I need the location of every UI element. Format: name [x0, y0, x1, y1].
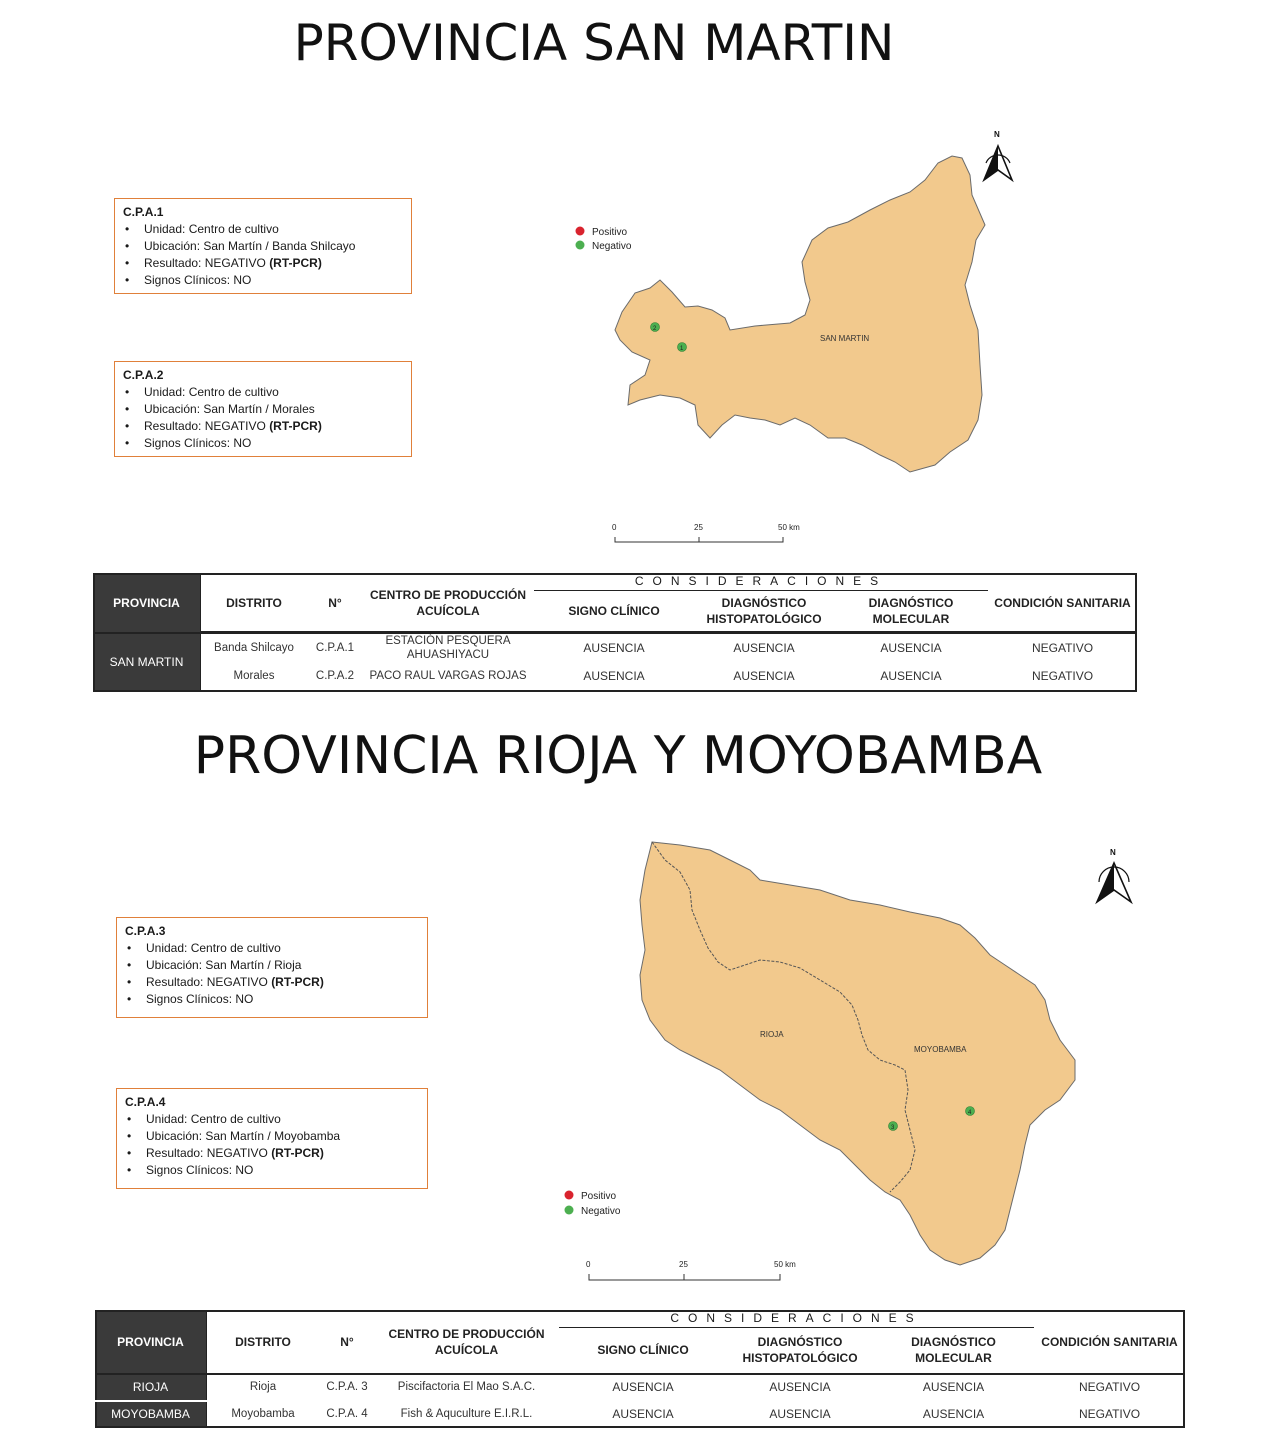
- header-numero: N°: [340, 1335, 354, 1349]
- table-row: [95, 1400, 1185, 1427]
- region-rioja-moyobamba: [640, 842, 1075, 1265]
- info-signos: • Signos Clínicos: NO: [125, 991, 419, 1008]
- header-provincia: PROVINCIA: [93, 574, 200, 632]
- cell-histo: AUSENCIA: [733, 669, 795, 683]
- north-arrow-icon: [984, 130, 1012, 180]
- legend-positive-dot: [565, 1191, 574, 1200]
- cell-centro: PACO RAUL VARGAS ROJAS: [369, 670, 527, 682]
- info-box-code: C.P.A.1: [123, 205, 164, 219]
- legend-rioja-moyobamba: [565, 1191, 621, 1218]
- cell-centro: Piscifactoria El Mao S.A.C.: [397, 1380, 536, 1393]
- cell-numero: C.P.A. 3: [326, 1380, 368, 1393]
- cell-numero: C.P.A.2: [315, 670, 355, 682]
- scale-bar: [612, 523, 800, 542]
- cell-distrito: Moyobamba: [231, 1407, 295, 1420]
- cell-provincia: MOYOBAMBA: [95, 1400, 206, 1427]
- cell-distrito: Morales: [233, 670, 275, 682]
- section-title-rioja-moyobamba: PROVINCIA RIOJA Y MOYOBAMBA: [193, 726, 1043, 786]
- scale-tick-0: 0: [612, 523, 617, 532]
- legend-positive-label: Positivo: [581, 1191, 617, 1202]
- map-san-martin: [0, 0, 1276, 560]
- info-resultado: • Resultado: NEGATIVO (RT-PCR): [125, 974, 419, 991]
- table-row: [93, 632, 1137, 662]
- info-signos: • Signos Clínicos: NO: [125, 1162, 419, 1179]
- info-resultado: • Resultado: NEGATIVO (RT-PCR): [123, 255, 403, 272]
- region-label-san-martin: SAN MARTIN: [820, 334, 870, 343]
- header-distrito: DISTRITO: [226, 595, 282, 610]
- info-unidad: • Unidad: Centro de cultivo: [123, 384, 403, 401]
- north-arrow-icon: [1097, 848, 1131, 902]
- cell-molecular: AUSENCIA: [880, 669, 942, 683]
- scale-tick-50: 50 km: [778, 523, 800, 532]
- info-box-code: C.P.A.2: [123, 368, 164, 382]
- cell-provincia: SAN MARTIN: [93, 632, 200, 690]
- info-unidad: • Unidad: Centro de cultivo: [125, 940, 419, 957]
- info-box-code: C.P.A.3: [125, 924, 166, 938]
- marker-label-4: 4: [968, 1110, 972, 1116]
- section-title-san-martin: PROVINCIA SAN MARTIN: [293, 14, 895, 72]
- consideraciones-group: [559, 1311, 1034, 1373]
- results-table-rioja-moyobamba: [95, 1311, 1185, 1427]
- cell-distrito: Rioja: [249, 1380, 277, 1393]
- scale-tick-25: 25: [679, 1260, 688, 1269]
- scale-bar: [586, 1260, 796, 1280]
- info-ubicacion: • Ubicación: San Martín / Moyobamba: [125, 1128, 419, 1145]
- info-box-code: C.P.A.4: [125, 1095, 166, 1109]
- header-histo: DIAGNÓSTICO HISTOPATOLÓGICO: [742, 1335, 858, 1365]
- header-condicion: CONDICIÓN SANITARIA: [994, 595, 1131, 610]
- header-consideraciones: CONSIDERACIONES: [534, 574, 988, 591]
- header-consideraciones: CONSIDERACIONES: [559, 1311, 1034, 1328]
- header-signo: SIGNO CLÍNICO: [568, 604, 660, 618]
- cell-signo: AUSENCIA: [612, 1406, 674, 1421]
- info-ubicacion: • Ubicación: San Martín / Morales: [123, 401, 403, 418]
- cell-histo: AUSENCIA: [769, 1406, 831, 1421]
- table-divider: [95, 1373, 1185, 1375]
- header-provincia: PROVINCIA: [95, 1311, 206, 1373]
- legend-positive-dot: [576, 227, 585, 236]
- header-signo: SIGNO CLÍNICO: [597, 1343, 689, 1357]
- header-condicion: CONDICIÓN SANITARIA: [1041, 1335, 1178, 1349]
- legend-positive-label: Positivo: [592, 227, 628, 238]
- cell-signo: AUSENCIA: [583, 640, 645, 655]
- cell-distrito: Banda Shilcayo: [214, 641, 294, 654]
- table-row: [93, 662, 1137, 690]
- cell-condicion: NEGATIVO: [1078, 1379, 1141, 1394]
- cell-condicion: NEGATIVO: [1078, 1406, 1141, 1421]
- marker-label-1: 1: [680, 346, 684, 352]
- region-label-moyobamba: MOYOBAMBA: [914, 1045, 967, 1054]
- info-signos: • Signos Clínicos: NO: [123, 435, 403, 452]
- info-ubicacion: • Ubicación: San Martín / Rioja: [125, 957, 419, 974]
- cell-centro: Fish & Aquculture E.I.R.L.: [400, 1407, 533, 1420]
- header-centro: CENTRO DE PRODUCCIÓN ACUÍCOLA: [388, 1327, 545, 1357]
- table-divider: [95, 1400, 207, 1402]
- region-label-rioja: RIOJA: [760, 1030, 784, 1039]
- cell-numero: C.P.A.1: [315, 641, 355, 654]
- info-resultado: • Resultado: NEGATIVO (RT-PCR): [125, 1145, 419, 1162]
- header-molecular: DIAGNÓSTICO MOLECULAR: [911, 1335, 996, 1365]
- scale-tick-50: 50 km: [774, 1260, 796, 1269]
- marker-label-2: 2: [653, 326, 657, 332]
- info-unidad: • Unidad: Centro de cultivo: [123, 221, 403, 238]
- region-san-martin: [615, 156, 985, 472]
- info-signos: • Signos Clínicos: NO: [123, 272, 403, 289]
- header-centro: CENTRO DE PRODUCCIÓN ACUÍCOLA: [369, 587, 526, 618]
- cell-signo: AUSENCIA: [612, 1379, 674, 1394]
- marker-label-3: 3: [891, 1125, 895, 1131]
- info-resultado: • Resultado: NEGATIVO (RT-PCR): [123, 418, 403, 435]
- cell-histo: AUSENCIA: [733, 640, 795, 655]
- cell-numero: C.P.A. 4: [326, 1407, 368, 1420]
- legend-negative-label: Negativo: [581, 1206, 621, 1217]
- cell-histo: AUSENCIA: [769, 1379, 831, 1394]
- consideraciones-group: [534, 574, 988, 632]
- header-numero: N°: [328, 595, 342, 610]
- cell-molecular: AUSENCIA: [880, 640, 942, 655]
- table-row: [95, 1373, 1185, 1400]
- cell-provincia: RIOJA: [95, 1373, 206, 1400]
- cell-molecular: AUSENCIA: [922, 1406, 985, 1421]
- cell-condicion: NEGATIVO: [1031, 669, 1094, 683]
- scale-tick-25: 25: [694, 523, 703, 532]
- scale-tick-0: 0: [586, 1260, 591, 1269]
- table-divider: [206, 1310, 207, 1428]
- info-unidad: • Unidad: Centro de cultivo: [125, 1111, 419, 1128]
- header-histo: DIAGNÓSTICO HISTOPATOLÓGICO: [706, 596, 822, 626]
- legend-negative-dot: [576, 241, 585, 250]
- cell-signo: AUSENCIA: [583, 669, 645, 683]
- header-distrito: DISTRITO: [235, 1335, 291, 1349]
- info-ubicacion: • Ubicación: San Martín / Banda Shilcayo: [123, 238, 403, 255]
- legend-negative-dot: [565, 1206, 574, 1215]
- north-label: N: [1110, 848, 1116, 857]
- cell-molecular: AUSENCIA: [922, 1379, 985, 1394]
- north-label: N: [994, 130, 1000, 139]
- table-divider: [93, 632, 1137, 634]
- legend-negative-label: Negativo: [592, 241, 632, 252]
- cell-condicion: NEGATIVO: [1031, 640, 1094, 655]
- cell-centro: ESTACIÓN PESQUERA AHUASHIYACU: [385, 634, 511, 661]
- legend-san-martin: [576, 227, 632, 253]
- map-rioja-moyobamba: [0, 820, 1276, 1300]
- header-molecular: DIAGNÓSTICO MOLECULAR: [868, 596, 954, 626]
